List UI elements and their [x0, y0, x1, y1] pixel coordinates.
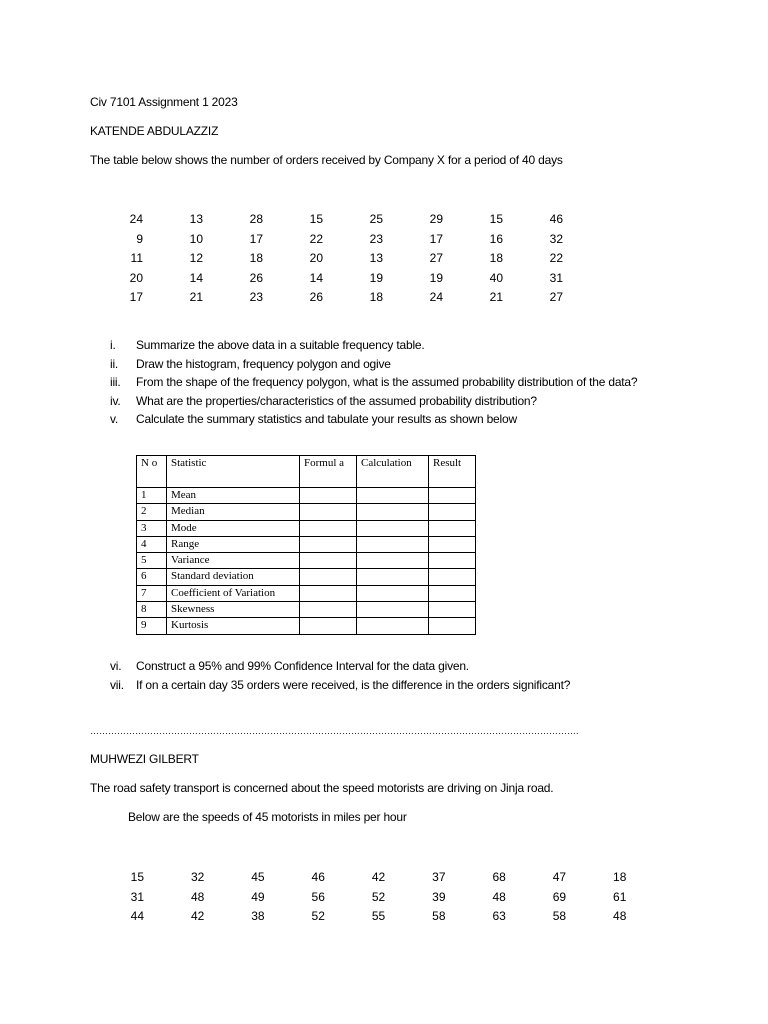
statistic-name: Mode	[167, 520, 300, 536]
table-cell: 24	[429, 290, 443, 305]
table-cell: 13	[189, 212, 203, 226]
table-row	[137, 488, 476, 504]
table-cell: 46	[311, 870, 325, 884]
table-cell: 28	[249, 212, 263, 226]
assignment-title: Civ 7101 Assignment 1 2023	[90, 95, 238, 109]
result-cell	[429, 520, 476, 536]
table-row	[137, 618, 476, 634]
table-cell: 42	[371, 870, 386, 884]
formula-cell	[300, 520, 357, 536]
table-cell: 24	[129, 212, 143, 226]
table-cell: 55	[371, 909, 386, 924]
table-cell: 49	[251, 889, 265, 904]
table-cell: 19	[369, 270, 383, 285]
table-header-row	[137, 456, 476, 488]
table-cell: 42	[190, 909, 205, 924]
result-cell	[429, 504, 476, 520]
section1-intro: The table below shows the number of orders received by Company X for a period of 40 days	[90, 153, 563, 167]
row-number: 8	[137, 602, 167, 618]
calculation-cell	[357, 504, 429, 520]
table-cell: 12	[189, 251, 203, 266]
table-cell: 31	[549, 270, 563, 285]
section2-intro: The road safety transport is concerned about the speed motorists are driving on Jinja road.	[90, 781, 554, 795]
table-row	[137, 602, 476, 618]
table-cell: 27	[549, 290, 563, 305]
list-item	[110, 392, 670, 411]
list-item	[110, 657, 670, 676]
table-cell: 29	[429, 212, 443, 226]
calculation-cell	[357, 536, 429, 552]
calculation-cell	[357, 585, 429, 601]
table-cell: 69	[552, 889, 567, 904]
list-item-number: ii.	[110, 356, 119, 371]
table-row	[137, 520, 476, 536]
header-formula: Formul a	[300, 456, 357, 488]
table-cell: 56	[311, 889, 325, 904]
result-cell	[429, 536, 476, 552]
list-item-number: iv.	[110, 393, 121, 408]
table-cell: 38	[251, 909, 265, 924]
table-row	[137, 536, 476, 552]
row-number: 1	[137, 488, 167, 504]
section-divider: ……………………………………………………………………………………………………………………………………………….	[90, 726, 579, 736]
table-cell: 14	[309, 270, 323, 285]
statistic-name: Variance	[167, 553, 300, 569]
table-cell: 52	[311, 909, 325, 924]
statistic-name: Mean	[167, 488, 300, 504]
statistic-name: Kurtosis	[167, 618, 300, 634]
statistic-name: Median	[167, 504, 300, 520]
list-item-text: Calculate the summary statistics and tabulate your results as shown below	[136, 412, 517, 426]
row-number: 9	[137, 618, 167, 634]
section1-author: KATENDE ABDULAZZIZ	[90, 124, 219, 138]
list-item-text: If on a certain day 35 orders were received, is the difference in the orders significant?	[136, 677, 571, 692]
list-item-text: Construct a 95% and 99% Confidence Interval for the data given.	[136, 659, 469, 673]
table-cell: 47	[552, 870, 567, 884]
table-cell: 17	[429, 231, 443, 246]
list-item	[110, 410, 670, 429]
formula-cell	[300, 602, 357, 618]
questions-list	[110, 336, 670, 429]
statistic-name: Skewness	[167, 602, 300, 618]
result-cell	[429, 488, 476, 504]
list-item-number: vi.	[110, 659, 122, 673]
table-cell: 52	[371, 889, 386, 904]
table-cell: 21	[489, 290, 503, 305]
table-cell: 14	[189, 270, 203, 285]
table-cell: 15	[309, 212, 323, 226]
table-cell: 11	[130, 251, 143, 266]
statistic-name: Standard deviation	[167, 569, 300, 585]
calculation-cell	[357, 488, 429, 504]
table-cell: 18	[489, 251, 503, 266]
table-cell: 37	[432, 870, 446, 884]
table-cell: 22	[549, 251, 563, 266]
table-cell: 31	[130, 889, 144, 904]
table-cell: 40	[489, 270, 503, 285]
table-cell: 45	[251, 870, 265, 884]
formula-cell	[300, 488, 357, 504]
result-cell	[429, 618, 476, 634]
table-cell: 63	[492, 909, 506, 924]
table-cell: 23	[369, 231, 383, 246]
result-cell	[429, 553, 476, 569]
table-cell: 32	[190, 870, 205, 884]
section2-subintro: Below are the speeds of 45 motorists in miles per hour	[128, 810, 407, 824]
table-cell: 27	[429, 251, 443, 266]
row-number: 6	[137, 569, 167, 585]
list-item-text: What are the properties/characteristics of the assumed probability distribution?	[136, 393, 537, 408]
table-row	[137, 585, 476, 601]
table-cell: 23	[249, 290, 263, 305]
table-cell: 9	[136, 231, 143, 246]
formula-cell	[300, 504, 357, 520]
header-result: Result	[429, 456, 476, 488]
formula-cell	[300, 618, 357, 634]
statistic-name: Range	[167, 536, 300, 552]
table-cell: 48	[492, 889, 506, 904]
table-cell: 39	[432, 889, 446, 904]
table-cell: 58	[432, 909, 446, 924]
list-item	[110, 336, 670, 355]
table-cell: 48	[613, 909, 627, 924]
list-item-text: Summarize the above data in a suitable frequency table.	[136, 338, 425, 352]
list-item-number: vii.	[110, 677, 124, 692]
formula-cell	[300, 569, 357, 585]
table-cell: 15	[130, 870, 144, 884]
formula-cell	[300, 553, 357, 569]
calculation-cell	[357, 520, 429, 536]
calculation-cell	[357, 553, 429, 569]
result-cell	[429, 569, 476, 585]
table-cell: 17	[129, 290, 143, 305]
list-item-text: From the shape of the frequency polygon, what is the assumed probability distribution of the data?	[136, 375, 638, 389]
table-cell: 22	[309, 231, 323, 246]
calculation-cell	[357, 569, 429, 585]
table-cell: 13	[369, 251, 383, 266]
table-cell: 20	[129, 270, 143, 285]
table-cell: 61	[613, 889, 627, 904]
header-statistic: Statistic	[167, 456, 300, 488]
table-cell: 16	[489, 231, 503, 246]
table-cell: 19	[429, 270, 443, 285]
list-item-number: i.	[110, 338, 116, 352]
header-no: N o	[137, 456, 167, 488]
result-cell	[429, 602, 476, 618]
table-cell: 68	[492, 870, 506, 884]
section2-author: MUHWEZI GILBERT	[90, 752, 199, 766]
table-cell: 25	[369, 212, 383, 226]
calculation-cell	[357, 602, 429, 618]
result-cell	[429, 585, 476, 601]
row-number: 5	[137, 553, 167, 569]
row-number: 3	[137, 520, 167, 536]
formula-cell	[300, 536, 357, 552]
table-row	[137, 569, 476, 585]
table-cell: 32	[549, 231, 563, 246]
list-item	[110, 373, 670, 392]
table-cell: 15	[489, 212, 503, 226]
list-item-number: v.	[110, 412, 119, 426]
row-number: 7	[137, 585, 167, 601]
header-calculation: Calculation	[357, 456, 429, 488]
list-item	[110, 355, 670, 374]
calculation-cell	[357, 618, 429, 634]
table-cell: 26	[249, 270, 263, 285]
table-cell: 18	[613, 870, 627, 884]
table-cell: 18	[369, 290, 383, 305]
summary-statistics-table	[136, 455, 476, 635]
table-row	[137, 504, 476, 520]
row-number: 4	[137, 536, 167, 552]
table-cell: 44	[130, 909, 144, 924]
statistic-name: Coefficient of Variation	[167, 585, 300, 601]
table-cell: 48	[190, 889, 205, 904]
row-number: 2	[137, 504, 167, 520]
table-cell: 18	[249, 251, 263, 266]
table-cell: 46	[549, 212, 563, 226]
list-item-text: Draw the histogram, frequency polygon and ogive	[136, 356, 391, 371]
table-cell: 20	[309, 251, 323, 266]
table-cell: 10	[189, 231, 203, 246]
table-cell: 26	[309, 290, 323, 305]
questions-list-continued	[110, 657, 670, 694]
list-item	[110, 676, 670, 695]
formula-cell	[300, 585, 357, 601]
table-cell: 21	[189, 290, 203, 305]
table-row	[137, 553, 476, 569]
table-cell: 17	[249, 231, 263, 246]
list-item-number: iii.	[110, 375, 121, 389]
table-cell: 58	[552, 909, 567, 924]
